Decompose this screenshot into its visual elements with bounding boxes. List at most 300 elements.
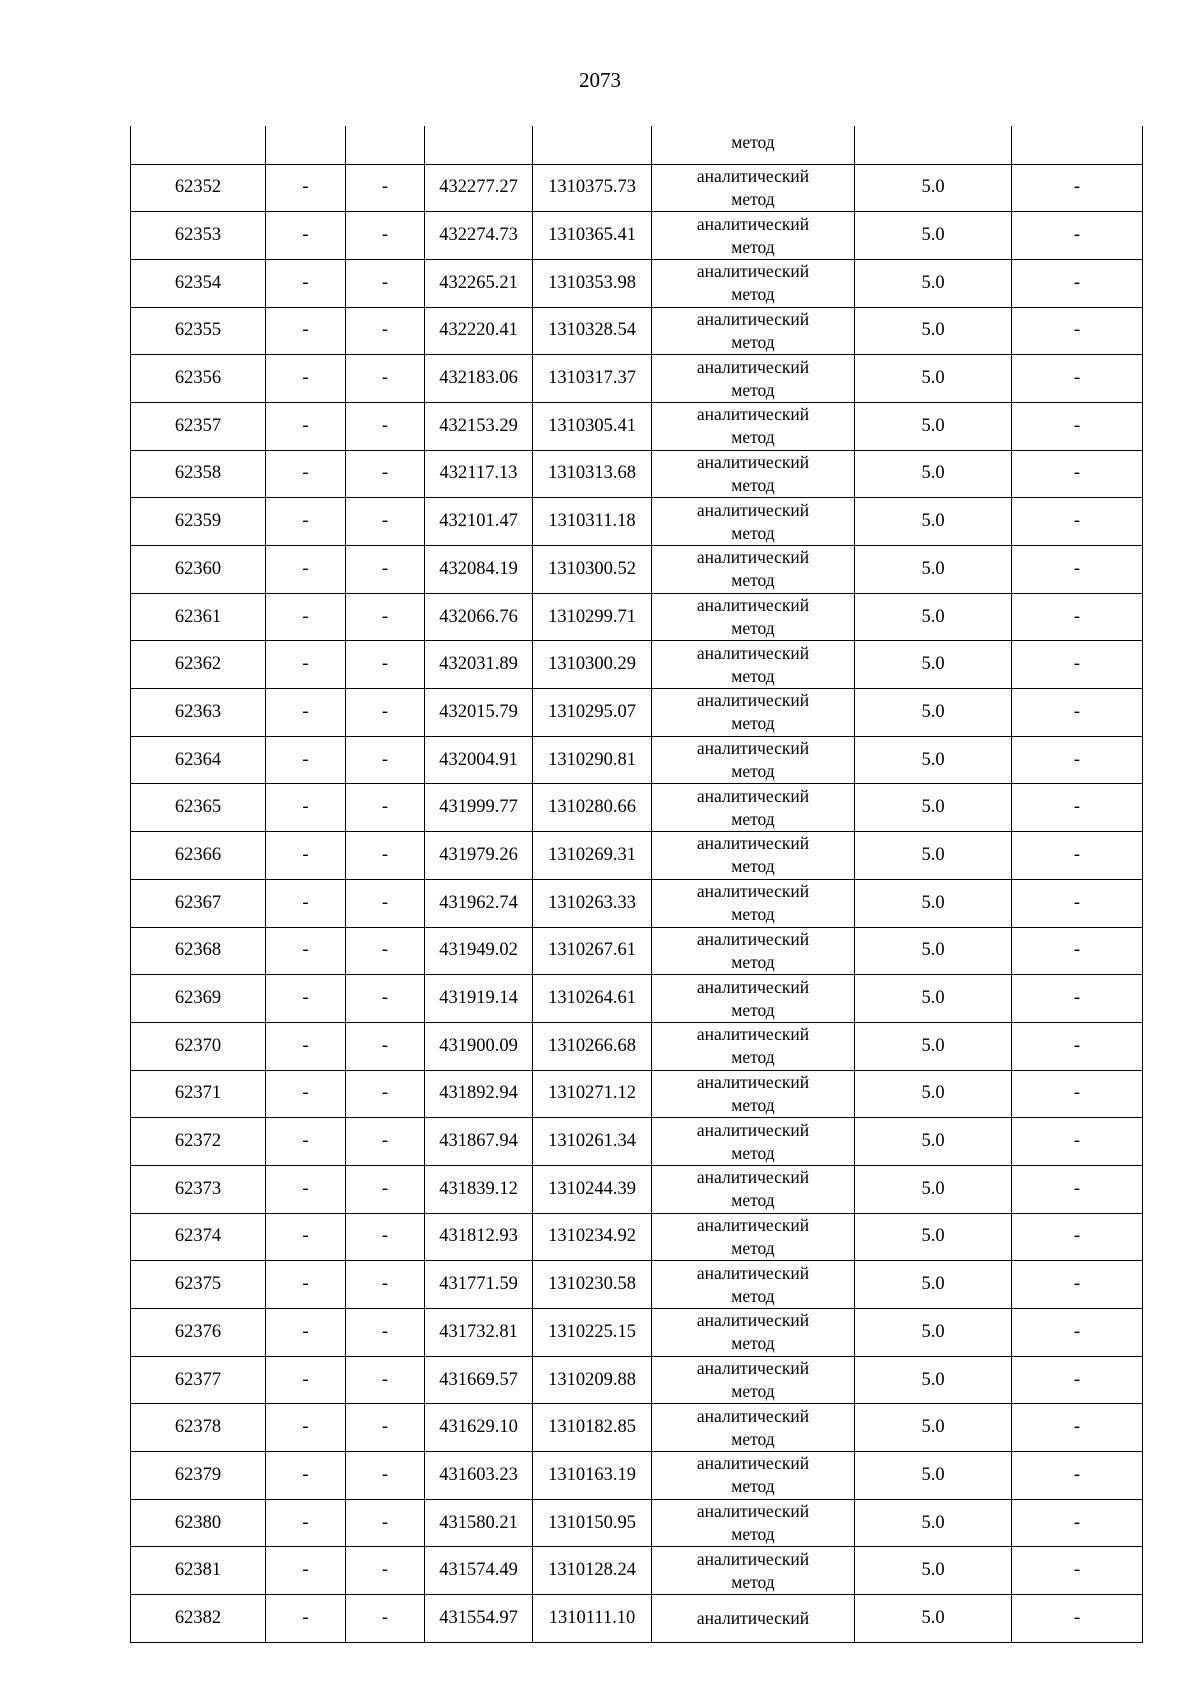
cell-accuracy: 5.0 (855, 450, 1012, 498)
cell-accuracy: 5.0 (855, 164, 1012, 212)
cell-col2: - (266, 593, 346, 641)
cell-id: 62362 (131, 641, 266, 689)
cell-id: 62380 (131, 1499, 266, 1547)
cell-id: 62377 (131, 1356, 266, 1404)
cell-x: 431962.74 (425, 879, 533, 927)
cell-x: 431574.49 (425, 1547, 533, 1595)
table-row (131, 1118, 1143, 1166)
method-line-1: аналитический (696, 1024, 810, 1045)
table-row (131, 402, 1143, 450)
cell-y: 1310271.12 (533, 1070, 652, 1118)
cell-id: 62374 (131, 1213, 266, 1261)
cell-accuracy: 5.0 (855, 1547, 1012, 1595)
cell-accuracy: 5.0 (855, 546, 1012, 594)
cell-accuracy: 5.0 (855, 1499, 1012, 1547)
cell-col3: - (346, 402, 425, 450)
method-line-2: метод (731, 951, 775, 972)
table-row (131, 1499, 1143, 1547)
cell-col3: - (346, 879, 425, 927)
cell-y: 1310266.68 (533, 1022, 652, 1070)
cell-note: - (1012, 546, 1143, 594)
cell-method (652, 1070, 855, 1118)
cell-x: 432153.29 (425, 402, 533, 450)
method-line-2: метод (731, 1524, 775, 1545)
cell-col3: - (346, 975, 425, 1023)
table-row (131, 498, 1143, 546)
cell-x: 431603.23 (425, 1452, 533, 1500)
cell-col2: - (266, 164, 346, 212)
table-row (131, 212, 1143, 260)
cell-y: 1310264.61 (533, 975, 652, 1023)
method-line-2: метод (731, 1571, 775, 1592)
method-line-1: аналитический (696, 165, 810, 186)
method-line-2: метод (731, 808, 775, 829)
cell-y: 1310225.15 (533, 1309, 652, 1357)
cell-x: 432117.13 (425, 450, 533, 498)
table-row (131, 355, 1143, 403)
cell-col3: - (346, 355, 425, 403)
cell-method (652, 832, 855, 880)
table-row (131, 689, 1143, 737)
cell-id: 62370 (131, 1022, 266, 1070)
cell-col3: - (346, 164, 425, 212)
table-row (131, 975, 1143, 1023)
page-number: 2073 (579, 68, 621, 92)
cell-col2: - (266, 1165, 346, 1213)
table-row (131, 1595, 1143, 1643)
cell-y: 1310317.37 (533, 355, 652, 403)
cell-col2: - (266, 1452, 346, 1500)
table-row (131, 1261, 1143, 1309)
cell-note: - (1012, 1452, 1143, 1500)
table-row (131, 593, 1143, 641)
method-line-1: аналитический (696, 642, 810, 663)
cell-x: 431867.94 (425, 1118, 533, 1166)
cell-note: - (1012, 879, 1143, 927)
cell-id: 62365 (131, 784, 266, 832)
cell-col2: - (266, 546, 346, 594)
cell-note: - (1012, 259, 1143, 307)
cell-note: - (1012, 927, 1143, 975)
cell-accuracy: 5.0 (855, 1356, 1012, 1404)
table-row (131, 164, 1143, 212)
cell-accuracy: 5.0 (855, 689, 1012, 737)
cell-accuracy: 5.0 (855, 1213, 1012, 1261)
cell-method (652, 975, 855, 1023)
cell-accuracy: 5.0 (855, 832, 1012, 880)
cell-accuracy: 5.0 (855, 1309, 1012, 1357)
cell-x: 431949.02 (425, 927, 533, 975)
cell-accuracy: 5.0 (855, 1165, 1012, 1213)
cell-col3: - (346, 1547, 425, 1595)
cell-col2: - (266, 259, 346, 307)
cell-method (652, 1404, 855, 1452)
cell-method (652, 450, 855, 498)
cell-col3: - (346, 1499, 425, 1547)
cell-method (652, 1452, 855, 1500)
cell-note: - (1012, 450, 1143, 498)
table-row (131, 1165, 1143, 1213)
method-line-1: аналитический (696, 1214, 810, 1235)
method-line-1: аналитический (696, 356, 810, 377)
method-line-2: метод (731, 904, 775, 925)
table-row (131, 1022, 1143, 1070)
cell-x: 431771.59 (425, 1261, 533, 1309)
method-line-1: аналитический (696, 1310, 810, 1331)
cell-note: - (1012, 1356, 1143, 1404)
cell-y: 1310269.31 (533, 832, 652, 880)
cell-accuracy: 5.0 (855, 927, 1012, 975)
cell-method (652, 927, 855, 975)
cell-accuracy: 5.0 (855, 355, 1012, 403)
cell-y: 1310230.58 (533, 1261, 652, 1309)
cell-y: 1310263.33 (533, 879, 652, 927)
cell-col2: - (266, 736, 346, 784)
cell-y (533, 126, 652, 164)
method-line-2: метод (731, 284, 775, 305)
method-line-2: метод (731, 522, 775, 543)
table-row (131, 307, 1143, 355)
cell-y: 1310182.85 (533, 1404, 652, 1452)
cell-x: 432031.89 (425, 641, 533, 689)
method-line-2: метод (731, 1476, 775, 1497)
cell-col2: - (266, 927, 346, 975)
cell-x (425, 126, 533, 164)
cell-x: 432015.79 (425, 689, 533, 737)
method-line-1: аналитический (696, 928, 810, 949)
method-line-1: аналитический (696, 1607, 810, 1628)
cell-col3: - (346, 450, 425, 498)
cell-id: 62379 (131, 1452, 266, 1500)
cell-col3 (346, 126, 425, 164)
cell-note: - (1012, 1022, 1143, 1070)
cell-accuracy: 5.0 (855, 212, 1012, 260)
cell-note: - (1012, 402, 1143, 450)
method-line-2: метод (731, 331, 775, 352)
method-line-2: метод (731, 1428, 775, 1449)
cell-id: 62360 (131, 546, 266, 594)
cell-id: 62376 (131, 1309, 266, 1357)
table-row (131, 641, 1143, 689)
cell-col2: - (266, 975, 346, 1023)
cell-col2: - (266, 1404, 346, 1452)
method-line-1: аналитический (696, 785, 810, 806)
cell-x: 431919.14 (425, 975, 533, 1023)
cell-x: 431900.09 (425, 1022, 533, 1070)
cell-note: - (1012, 1070, 1143, 1118)
cell-y: 1310299.71 (533, 593, 652, 641)
cell-id (131, 126, 266, 164)
table-row (131, 1404, 1143, 1452)
cell-id: 62359 (131, 498, 266, 546)
cell-note: - (1012, 1118, 1143, 1166)
cell-id: 62357 (131, 402, 266, 450)
cell-accuracy: 5.0 (855, 641, 1012, 689)
cell-x: 432220.41 (425, 307, 533, 355)
method-line-1: аналитический (696, 213, 810, 234)
cell-y: 1310234.92 (533, 1213, 652, 1261)
cell-note: - (1012, 1309, 1143, 1357)
cell-col3: - (346, 1356, 425, 1404)
table-row (131, 1070, 1143, 1118)
cell-y: 1310375.73 (533, 164, 652, 212)
cell-method (652, 1595, 855, 1643)
cell-col2: - (266, 355, 346, 403)
cell-x: 432101.47 (425, 498, 533, 546)
table-row (131, 450, 1143, 498)
cell-x: 432277.27 (425, 164, 533, 212)
cell-id: 62352 (131, 164, 266, 212)
cell-col3: - (346, 832, 425, 880)
cell-col3: - (346, 1070, 425, 1118)
cell-accuracy: 5.0 (855, 1118, 1012, 1166)
cell-method (652, 498, 855, 546)
method-line-1: аналитический (696, 499, 810, 520)
method-line-2: метод (731, 1190, 775, 1211)
method-line-2: метод (731, 665, 775, 686)
cell-col3: - (346, 784, 425, 832)
cell-note: - (1012, 1165, 1143, 1213)
method-line-1: аналитический (696, 308, 810, 329)
method-line-2: метод (731, 1237, 775, 1258)
cell-col3: - (346, 1118, 425, 1166)
cell-method (652, 1118, 855, 1166)
cell-method (652, 546, 855, 594)
cell-x: 431979.26 (425, 832, 533, 880)
cell-col2: - (266, 1547, 346, 1595)
cell-accuracy: 5.0 (855, 975, 1012, 1023)
method-line-2: метод (731, 761, 775, 782)
cell-id: 62363 (131, 689, 266, 737)
cell-accuracy: 5.0 (855, 1261, 1012, 1309)
cell-method (652, 641, 855, 689)
cell-method (652, 1499, 855, 1547)
method-line-2: метод (731, 188, 775, 209)
cell-y: 1310163.19 (533, 1452, 652, 1500)
cell-note: - (1012, 1547, 1143, 1595)
method-line-2: метод (731, 1381, 775, 1402)
method-line-2: метод (731, 1333, 775, 1354)
method-line-2: метод (731, 1047, 775, 1068)
cell-method (652, 402, 855, 450)
cell-col2: - (266, 1070, 346, 1118)
cell-id: 62368 (131, 927, 266, 975)
cell-method (652, 307, 855, 355)
cell-note: - (1012, 784, 1143, 832)
cell-col3: - (346, 641, 425, 689)
cell-accuracy: 5.0 (855, 402, 1012, 450)
cell-id: 62355 (131, 307, 266, 355)
method-line-1: аналитический (696, 833, 810, 854)
table-row (131, 784, 1143, 832)
table-row (131, 832, 1143, 880)
cell-col3: - (346, 1309, 425, 1357)
cell-id: 62353 (131, 212, 266, 260)
cell-col3: - (346, 212, 425, 260)
cell-method (652, 164, 855, 212)
cell-note: - (1012, 1499, 1143, 1547)
cell-x: 432274.73 (425, 212, 533, 260)
cell-y: 1310300.29 (533, 641, 652, 689)
cell-col3: - (346, 927, 425, 975)
cell-x: 432265.21 (425, 259, 533, 307)
cell-note: - (1012, 689, 1143, 737)
method-line-2: метод (731, 999, 775, 1020)
cell-col3: - (346, 1213, 425, 1261)
method-line-2: метод (731, 427, 775, 448)
table-body (131, 126, 1143, 1642)
cell-col2 (266, 126, 346, 164)
cell-note: - (1012, 498, 1143, 546)
method-line-1: аналитический (696, 738, 810, 759)
cell-method: метод (652, 126, 855, 164)
cell-col2: - (266, 1118, 346, 1166)
cell-y: 1310313.68 (533, 450, 652, 498)
cell-col2: - (266, 450, 346, 498)
cell-id: 62366 (131, 832, 266, 880)
cell-accuracy: 5.0 (855, 736, 1012, 784)
cell-col3: - (346, 1404, 425, 1452)
cell-y: 1310280.66 (533, 784, 652, 832)
method-line-1: аналитический (696, 1548, 810, 1569)
cell-id: 62361 (131, 593, 266, 641)
cell-id: 62382 (131, 1595, 266, 1643)
cell-id: 62367 (131, 879, 266, 927)
method-line-1: аналитический (696, 1071, 810, 1092)
cell-id: 62356 (131, 355, 266, 403)
cell-y: 1310300.52 (533, 546, 652, 594)
cell-id: 62372 (131, 1118, 266, 1166)
table-row (131, 1213, 1143, 1261)
cell-x: 432066.76 (425, 593, 533, 641)
cell-y: 1310267.61 (533, 927, 652, 975)
cell-accuracy: 5.0 (855, 1070, 1012, 1118)
cell-col2: - (266, 1595, 346, 1643)
cell-accuracy: 5.0 (855, 593, 1012, 641)
cell-col2: - (266, 689, 346, 737)
cell-y: 1310128.24 (533, 1547, 652, 1595)
method-line-2: метод (731, 474, 775, 495)
cell-x: 431839.12 (425, 1165, 533, 1213)
cell-y: 1310290.81 (533, 736, 652, 784)
cell-col2: - (266, 498, 346, 546)
cell-method (652, 593, 855, 641)
cell-id: 62373 (131, 1165, 266, 1213)
cell-note: - (1012, 593, 1143, 641)
cell-col3: - (346, 307, 425, 355)
cell-note (1012, 126, 1143, 164)
cell-col2: - (266, 641, 346, 689)
cell-accuracy: 5.0 (855, 307, 1012, 355)
method-line-1: аналитический (696, 404, 810, 425)
cell-id: 62378 (131, 1404, 266, 1452)
cell-method (652, 1213, 855, 1261)
cell-y: 1310305.41 (533, 402, 652, 450)
cell-col3: - (346, 1452, 425, 1500)
cell-note: - (1012, 641, 1143, 689)
cell-note: - (1012, 164, 1143, 212)
cell-col2: - (266, 879, 346, 927)
cell-col2: - (266, 1356, 346, 1404)
cell-accuracy (855, 126, 1012, 164)
cell-col3: - (346, 689, 425, 737)
cell-accuracy: 5.0 (855, 1452, 1012, 1500)
cell-note: - (1012, 307, 1143, 355)
method-line-1: аналитический (696, 1453, 810, 1474)
table-row (131, 879, 1143, 927)
table-row (131, 736, 1143, 784)
cell-col3: - (346, 546, 425, 594)
cell-col2: - (266, 307, 346, 355)
cell-method (652, 689, 855, 737)
cell-id: 62364 (131, 736, 266, 784)
cell-col3: - (346, 736, 425, 784)
cell-note: - (1012, 832, 1143, 880)
cell-col3: - (346, 1261, 425, 1309)
cell-method (652, 879, 855, 927)
cell-col2: - (266, 402, 346, 450)
cell-col3: - (346, 498, 425, 546)
cell-id: 62375 (131, 1261, 266, 1309)
cell-col3: - (346, 1595, 425, 1643)
cell-method (652, 784, 855, 832)
cell-id: 62381 (131, 1547, 266, 1595)
cell-col2: - (266, 1499, 346, 1547)
cell-y: 1310150.95 (533, 1499, 652, 1547)
table-row (131, 1547, 1143, 1595)
method-line-2: метод (731, 1094, 775, 1115)
cell-note: - (1012, 355, 1143, 403)
continuation-row (131, 126, 1143, 164)
cell-id: 62358 (131, 450, 266, 498)
cell-note: - (1012, 1261, 1143, 1309)
table-row (131, 1309, 1143, 1357)
cell-col3: - (346, 259, 425, 307)
cell-y: 1310261.34 (533, 1118, 652, 1166)
method-line-2: метод (731, 1285, 775, 1306)
method-line-1: аналитический (696, 1501, 810, 1522)
cell-x: 431999.77 (425, 784, 533, 832)
method-line-2: метод (731, 236, 775, 257)
table-row (131, 1452, 1143, 1500)
cell-col2: - (266, 212, 346, 260)
cell-y: 1310365.41 (533, 212, 652, 260)
coordinates-table (130, 126, 1143, 1643)
table-row (131, 259, 1143, 307)
cell-accuracy: 5.0 (855, 784, 1012, 832)
cell-y: 1310353.98 (533, 259, 652, 307)
table-row (131, 546, 1143, 594)
cell-id: 62371 (131, 1070, 266, 1118)
cell-method (652, 1165, 855, 1213)
cell-method (652, 1356, 855, 1404)
cell-method (652, 259, 855, 307)
cell-col3: - (346, 1165, 425, 1213)
cell-y: 1310244.39 (533, 1165, 652, 1213)
cell-accuracy: 5.0 (855, 259, 1012, 307)
cell-y: 1310311.18 (533, 498, 652, 546)
cell-col2: - (266, 1261, 346, 1309)
cell-method (652, 212, 855, 260)
cell-accuracy: 5.0 (855, 1404, 1012, 1452)
cell-y: 1310111.10 (533, 1595, 652, 1643)
cell-col2: - (266, 1022, 346, 1070)
method-line-2: метод (731, 1142, 775, 1163)
method-line-1: аналитический (696, 1358, 810, 1379)
cell-col2: - (266, 1309, 346, 1357)
cell-accuracy: 5.0 (855, 1595, 1012, 1643)
method-line-1: аналитический (696, 261, 810, 282)
